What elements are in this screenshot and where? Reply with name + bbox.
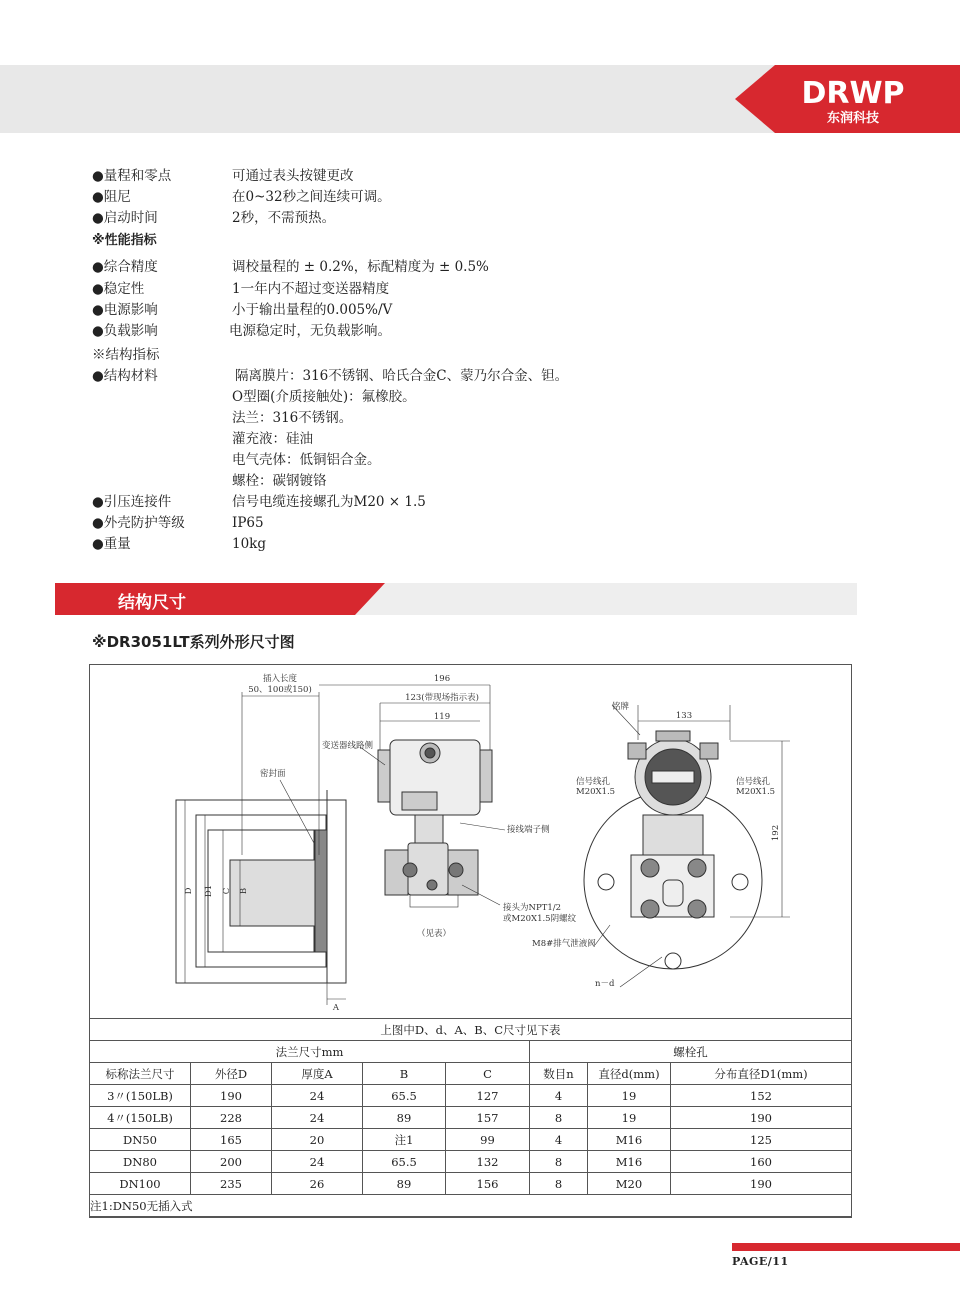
dim-196: 196 xyxy=(433,674,451,684)
brand-sub: 东润科技 xyxy=(826,111,880,126)
label-n-d: n－d xyxy=(595,979,615,989)
label-seal-face: 密封面 xyxy=(260,769,286,779)
table-caption: 上图中D、d、A、B、C尺寸见下表 xyxy=(90,1019,852,1041)
dimension-table xyxy=(89,1018,852,1217)
table-row: DN80 200 24 65.5 132 8 M16 160 xyxy=(90,1151,852,1173)
label-D1: D1 xyxy=(204,884,214,898)
label-connector: 接头为NPT1/2 xyxy=(503,903,562,913)
label-drain-valve: M8#排气泄液阀 xyxy=(532,939,596,949)
table-header: 标称法兰尺寸 xyxy=(90,1063,191,1085)
table-header: 分布直径D1(mm) xyxy=(671,1063,852,1085)
figure-title: ※DR3051LT系列外形尺寸图 xyxy=(92,633,295,651)
section-bar-red xyxy=(55,583,385,615)
struct-heading: ※结构指标 xyxy=(92,347,160,363)
brand-name: DRWP xyxy=(801,76,905,111)
label-signal-thread-left: M20X1.5 xyxy=(576,787,616,797)
table-header: C xyxy=(446,1063,530,1085)
label-wiring-side: 变送器线路侧 xyxy=(322,741,374,751)
table-header: 数目n xyxy=(530,1063,588,1085)
label-nameplate: 铭牌 xyxy=(612,702,630,712)
table-row: 3〃(150LB) 190 24 65.5 127 4 19 152 xyxy=(90,1085,852,1107)
table-row: DN100 235 26 89 156 8 M20 190 xyxy=(90,1173,852,1195)
table-header: 直径d(mm) xyxy=(588,1063,671,1085)
label-signal-hole-left: 信号线孔 xyxy=(576,777,611,787)
table-note: 注1:DN50无插入式 xyxy=(90,1195,852,1217)
section-title: 结构尺寸 xyxy=(118,593,186,613)
page-number: PAGE/11 xyxy=(732,1255,789,1268)
table-header: 厚度A xyxy=(272,1063,363,1085)
label-D: D xyxy=(184,887,194,895)
table-row: 4〃(150LB) 228 24 89 157 8 19 190 xyxy=(90,1107,852,1129)
table-group-bolt: 螺栓孔 xyxy=(530,1041,852,1063)
table-header: B xyxy=(363,1063,446,1085)
label-B: B xyxy=(239,887,249,895)
dimension-drawing xyxy=(90,665,851,1018)
label-insert-values: 50、100或150) xyxy=(248,685,312,695)
table-header-row xyxy=(90,1063,852,1085)
label-see-table: （见表） xyxy=(416,929,452,939)
footer-bar xyxy=(732,1243,960,1251)
dim-119: 119 xyxy=(433,712,451,722)
label-signal-hole-right: 信号线孔 xyxy=(736,777,771,787)
dim-133: 133 xyxy=(675,711,693,721)
dim-192: 192 xyxy=(771,824,781,842)
label-insert-length: 插入长度 xyxy=(262,674,298,684)
table-row: DN50 165 20 注1 99 4 M16 125 xyxy=(90,1129,852,1151)
label-A: A xyxy=(332,1003,340,1013)
table-header: 外径D xyxy=(191,1063,272,1085)
table-group-flange: 法兰尺寸mm xyxy=(90,1041,530,1063)
label-C: C xyxy=(222,887,232,895)
label-signal-thread-right: M20X1.5 xyxy=(736,787,776,797)
dim-123: 123(带现场指示表) xyxy=(405,693,479,703)
perf-heading: ※性能指标 xyxy=(92,233,157,248)
label-terminal-side: 接线端子侧 xyxy=(507,825,550,835)
label-connector-thread: 或M20X1.5阴螺纹 xyxy=(503,914,577,924)
brand-logo xyxy=(735,65,960,133)
